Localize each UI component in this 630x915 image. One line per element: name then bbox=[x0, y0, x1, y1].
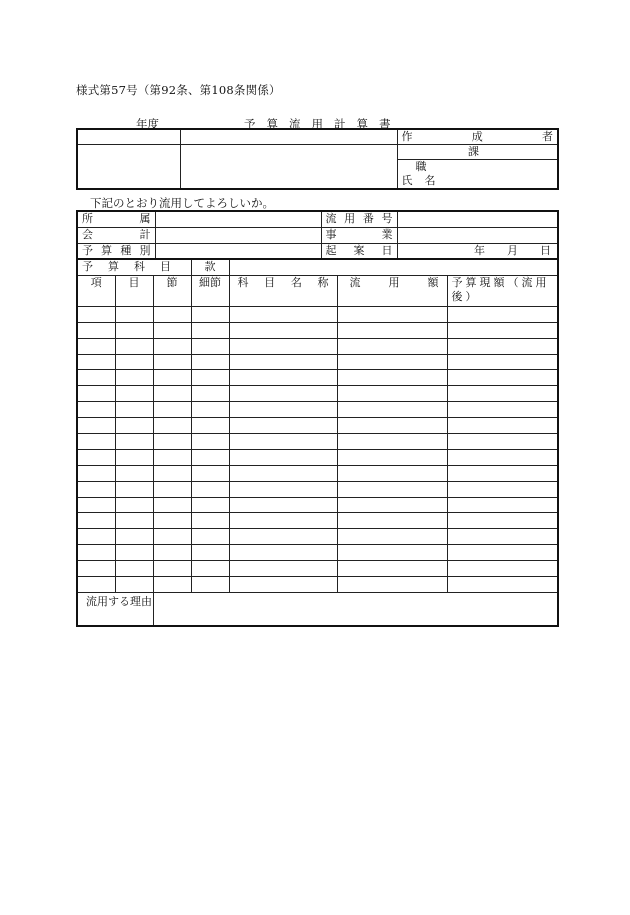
table-cell[interactable] bbox=[77, 513, 115, 529]
table-cell[interactable] bbox=[115, 370, 153, 386]
affiliation-label: 所 属 bbox=[77, 211, 155, 228]
table-cell[interactable] bbox=[115, 418, 153, 434]
table-cell[interactable] bbox=[337, 322, 447, 338]
table-cell[interactable] bbox=[337, 497, 447, 513]
budget-subject-head: 予 算 科 目 bbox=[77, 259, 191, 275]
table-row bbox=[77, 561, 558, 577]
table-cell[interactable] bbox=[115, 561, 153, 577]
table-cell[interactable] bbox=[153, 418, 191, 434]
table-cell[interactable] bbox=[191, 386, 229, 402]
table-cell[interactable] bbox=[77, 418, 115, 434]
approval-note: 下記のとおり流用してよろしいか。 bbox=[90, 196, 274, 210]
table-cell[interactable] bbox=[447, 577, 558, 593]
table-cell[interactable] bbox=[447, 418, 558, 434]
table-cell[interactable] bbox=[153, 577, 191, 593]
blank-cell bbox=[77, 129, 180, 145]
table-row bbox=[77, 577, 558, 593]
table-cell[interactable] bbox=[337, 434, 447, 450]
table-cell[interactable] bbox=[191, 338, 229, 354]
reason-label: 流用する理由 bbox=[77, 592, 153, 626]
draft-date-field[interactable]: 年 月 日 bbox=[397, 244, 558, 260]
table-cell[interactable] bbox=[153, 386, 191, 402]
creator-table bbox=[76, 128, 559, 190]
table-cell[interactable] bbox=[229, 402, 337, 418]
table-row bbox=[77, 545, 558, 561]
blank-cell bbox=[229, 259, 558, 275]
table-cell[interactable] bbox=[229, 561, 337, 577]
table-cell[interactable] bbox=[77, 481, 115, 497]
table-cell[interactable] bbox=[337, 529, 447, 545]
table-row bbox=[77, 354, 558, 370]
document-title: 予算流用計算書 bbox=[244, 117, 402, 131]
table-cell[interactable] bbox=[337, 386, 447, 402]
table-cell[interactable] bbox=[447, 545, 558, 561]
table-cell[interactable] bbox=[229, 513, 337, 529]
table-cell[interactable] bbox=[447, 354, 558, 370]
table-row bbox=[77, 481, 558, 497]
table-row bbox=[77, 306, 558, 322]
table-cell[interactable] bbox=[447, 497, 558, 513]
section-label: 課 bbox=[397, 145, 558, 160]
table-cell[interactable] bbox=[337, 370, 447, 386]
table-cell[interactable] bbox=[337, 465, 447, 481]
table-row bbox=[77, 513, 558, 529]
table-row bbox=[77, 402, 558, 418]
table-cell[interactable] bbox=[153, 545, 191, 561]
blank-cell[interactable] bbox=[180, 145, 397, 190]
accounting-label: 会 計 bbox=[77, 228, 155, 244]
info-table bbox=[76, 210, 559, 260]
table-row bbox=[77, 418, 558, 434]
col-current-budget: 予算現額（流用後） bbox=[447, 275, 558, 306]
table-cell[interactable] bbox=[337, 418, 447, 434]
table-cell[interactable] bbox=[229, 370, 337, 386]
table-cell[interactable] bbox=[191, 497, 229, 513]
col-setsu: 節 bbox=[153, 275, 191, 306]
table-row bbox=[77, 529, 558, 545]
table-cell[interactable] bbox=[229, 354, 337, 370]
table-cell[interactable] bbox=[77, 386, 115, 402]
table-cell[interactable] bbox=[447, 370, 558, 386]
col-subject-name: 科 目 名 称 bbox=[229, 275, 337, 306]
table-cell[interactable] bbox=[153, 354, 191, 370]
table-cell[interactable] bbox=[115, 465, 153, 481]
year-label: 年度 bbox=[136, 117, 159, 131]
table-cell[interactable] bbox=[337, 354, 447, 370]
table-cell[interactable] bbox=[77, 322, 115, 338]
table-cell[interactable] bbox=[115, 338, 153, 354]
table-cell[interactable] bbox=[115, 434, 153, 450]
table-cell[interactable] bbox=[77, 306, 115, 322]
table-cell[interactable] bbox=[153, 497, 191, 513]
table-cell[interactable] bbox=[337, 338, 447, 354]
table-cell[interactable] bbox=[153, 465, 191, 481]
table-cell[interactable] bbox=[191, 354, 229, 370]
table-cell[interactable] bbox=[447, 529, 558, 545]
transfer-no-label: 流 用 番 号 bbox=[321, 211, 397, 228]
table-cell[interactable] bbox=[191, 449, 229, 465]
table-cell[interactable] bbox=[115, 402, 153, 418]
table-cell[interactable] bbox=[115, 386, 153, 402]
table-row bbox=[77, 449, 558, 465]
table-cell[interactable] bbox=[115, 449, 153, 465]
table-cell[interactable] bbox=[229, 545, 337, 561]
table-cell[interactable] bbox=[229, 481, 337, 497]
table-cell[interactable] bbox=[153, 306, 191, 322]
budget-table bbox=[76, 258, 559, 627]
table-cell[interactable] bbox=[337, 402, 447, 418]
table-cell[interactable] bbox=[77, 449, 115, 465]
table-cell[interactable] bbox=[77, 577, 115, 593]
budget-type-label: 予 算 種 別 bbox=[77, 244, 155, 260]
blank-cell bbox=[180, 129, 397, 145]
table-cell[interactable] bbox=[229, 449, 337, 465]
reason-row bbox=[77, 592, 558, 626]
table-cell[interactable] bbox=[153, 561, 191, 577]
table-cell[interactable] bbox=[229, 577, 337, 593]
table-cell[interactable] bbox=[337, 545, 447, 561]
name-label: 氏 名 bbox=[397, 174, 558, 189]
table-cell[interactable] bbox=[447, 481, 558, 497]
table-cell[interactable] bbox=[77, 529, 115, 545]
table-cell[interactable] bbox=[153, 322, 191, 338]
table-cell[interactable] bbox=[229, 497, 337, 513]
table-cell[interactable] bbox=[191, 577, 229, 593]
table-cell[interactable] bbox=[191, 545, 229, 561]
table-cell[interactable] bbox=[115, 306, 153, 322]
table-cell[interactable] bbox=[191, 481, 229, 497]
table-row bbox=[77, 322, 558, 338]
table-cell[interactable] bbox=[115, 529, 153, 545]
table-cell[interactable] bbox=[337, 306, 447, 322]
table-cell[interactable] bbox=[229, 338, 337, 354]
table-cell[interactable] bbox=[77, 434, 115, 450]
accounting-field[interactable] bbox=[155, 228, 321, 244]
table-cell[interactable] bbox=[191, 513, 229, 529]
table-cell[interactable] bbox=[153, 529, 191, 545]
table-cell[interactable] bbox=[115, 481, 153, 497]
table-cell[interactable] bbox=[77, 545, 115, 561]
table-row bbox=[77, 465, 558, 481]
table-row bbox=[77, 497, 558, 513]
col-saisetsu: 細節 bbox=[191, 275, 229, 306]
project-label: 事 業 bbox=[321, 228, 397, 244]
table-cell[interactable] bbox=[115, 545, 153, 561]
col-ko: 項 bbox=[77, 275, 115, 306]
table-cell[interactable] bbox=[447, 386, 558, 402]
table-cell[interactable] bbox=[77, 561, 115, 577]
transfer-no-field[interactable] bbox=[397, 211, 558, 228]
form-number: 様式第57号（第92条、第108条関係） bbox=[76, 83, 281, 97]
table-cell[interactable] bbox=[191, 322, 229, 338]
blank-cell[interactable] bbox=[77, 145, 180, 190]
table-cell[interactable] bbox=[153, 370, 191, 386]
col-amount: 流 用 額 bbox=[337, 275, 447, 306]
table-cell[interactable] bbox=[447, 513, 558, 529]
reason-field[interactable] bbox=[153, 592, 558, 626]
table-cell[interactable] bbox=[191, 402, 229, 418]
table-cell[interactable] bbox=[77, 354, 115, 370]
table-cell[interactable] bbox=[115, 577, 153, 593]
table-cell[interactable] bbox=[229, 386, 337, 402]
table-cell[interactable] bbox=[115, 322, 153, 338]
table-row bbox=[77, 370, 558, 386]
table-row bbox=[77, 434, 558, 450]
table-cell[interactable] bbox=[447, 402, 558, 418]
table-row bbox=[77, 338, 558, 354]
table-cell[interactable] bbox=[115, 513, 153, 529]
table-cell[interactable] bbox=[337, 449, 447, 465]
table-cell[interactable] bbox=[447, 306, 558, 322]
table-cell[interactable] bbox=[77, 338, 115, 354]
draft-date-label: 起 案 日 bbox=[321, 244, 397, 260]
table-cell[interactable] bbox=[229, 306, 337, 322]
table-cell[interactable] bbox=[115, 354, 153, 370]
table-cell[interactable] bbox=[337, 513, 447, 529]
table-cell[interactable] bbox=[229, 529, 337, 545]
table-cell[interactable] bbox=[191, 465, 229, 481]
table-cell[interactable] bbox=[191, 529, 229, 545]
table-cell[interactable] bbox=[77, 497, 115, 513]
project-field[interactable] bbox=[397, 228, 558, 244]
table-cell[interactable] bbox=[153, 481, 191, 497]
kan-label: 款 bbox=[191, 259, 229, 275]
table-cell[interactable] bbox=[191, 306, 229, 322]
table-cell[interactable] bbox=[447, 338, 558, 354]
table-cell[interactable] bbox=[447, 561, 558, 577]
table-cell[interactable] bbox=[447, 449, 558, 465]
table-cell[interactable] bbox=[447, 434, 558, 450]
table-cell[interactable] bbox=[77, 370, 115, 386]
position-label: 職 bbox=[397, 160, 558, 175]
table-row bbox=[77, 386, 558, 402]
table-cell[interactable] bbox=[337, 577, 447, 593]
table-cell[interactable] bbox=[447, 322, 558, 338]
table-cell[interactable] bbox=[77, 465, 115, 481]
affiliation-field[interactable] bbox=[155, 211, 321, 228]
table-cell[interactable] bbox=[191, 370, 229, 386]
table-cell[interactable] bbox=[115, 497, 153, 513]
table-cell[interactable] bbox=[153, 338, 191, 354]
table-cell[interactable] bbox=[337, 481, 447, 497]
creator-label: 作 成 者 bbox=[397, 129, 558, 145]
table-cell[interactable] bbox=[229, 465, 337, 481]
table-cell[interactable] bbox=[191, 434, 229, 450]
table-cell[interactable] bbox=[153, 513, 191, 529]
table-cell[interactable] bbox=[447, 465, 558, 481]
table-cell[interactable] bbox=[229, 434, 337, 450]
table-cell[interactable] bbox=[153, 449, 191, 465]
table-cell[interactable] bbox=[337, 561, 447, 577]
table-cell[interactable] bbox=[153, 402, 191, 418]
col-moku: 目 bbox=[115, 275, 153, 306]
table-cell[interactable] bbox=[229, 418, 337, 434]
table-cell[interactable] bbox=[77, 402, 115, 418]
table-cell[interactable] bbox=[191, 561, 229, 577]
table-cell[interactable] bbox=[153, 434, 191, 450]
table-cell[interactable] bbox=[191, 418, 229, 434]
table-cell[interactable] bbox=[229, 322, 337, 338]
